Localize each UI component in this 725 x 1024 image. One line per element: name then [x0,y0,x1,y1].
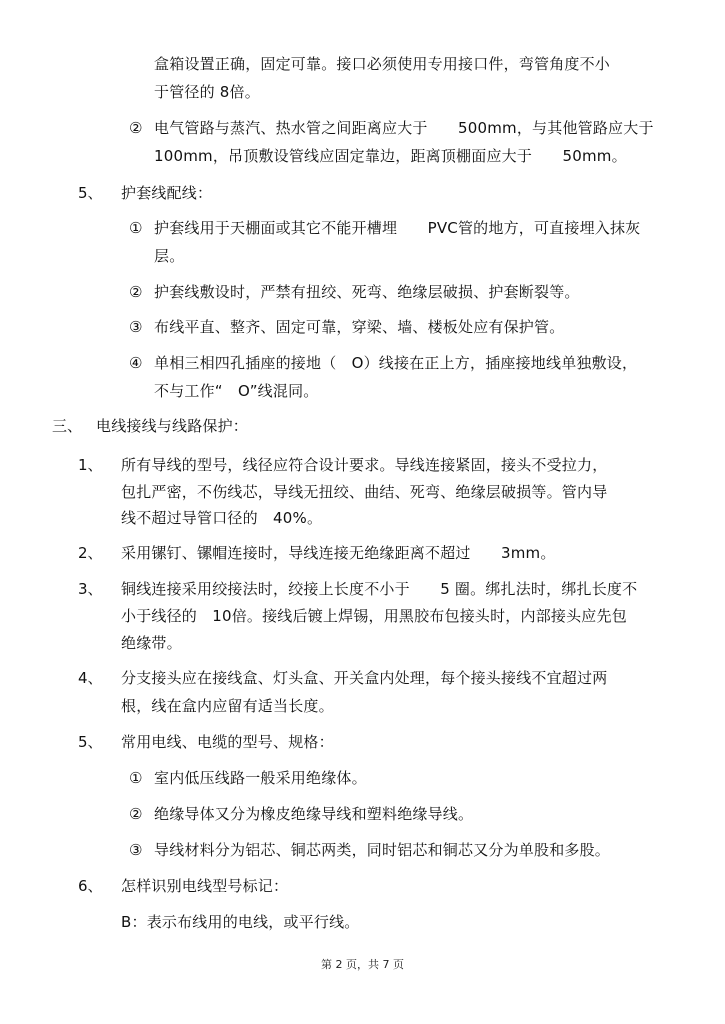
text-line: 怎样识别电线型号标记： [121,877,289,895]
text-line: 采用镙钉、镙帽连接时，导线连接无绝缘距离不超过 3mm。 [121,544,556,562]
text-line: 小于线径的 10倍。接线后镀上焊锡，用黑胶布包接头时，内部接头应先包 [121,607,627,625]
section-heading: 护套线配线： [121,184,213,202]
text-line: 导线材料分为铝芯、铜芯两类，同时铝芯和铜芯又分为单股和多股。 [154,841,611,859]
text-line: 常用电线、电缆的型号、规格： [121,733,334,751]
list-marker: 6、 [78,877,103,895]
page-footer: 第 2 页，共 7 页 [321,958,404,971]
text-line: 分支接头应在接线盒、灯头盒、开关盒内处理，每个接头接线不宜超过两 [121,669,608,687]
list-marker: ④ [129,354,143,372]
text-line: 不与工作“ O”线混同。 [154,382,319,400]
list-marker: 3、 [78,580,103,598]
text-line: B：表示布线用的电线，或平行线。 [121,913,360,931]
text-line: 铜线连接采用绞接法时，绞接上长度不小于 5 圈。绑扎法时，绑扎长度不 [121,580,638,598]
text-line: 室内低压线路一般采用绝缘体。 [154,769,367,787]
text-line: 护套线用于天棚面或其它不能开槽埋 PVC管的地方，可直接埋入抹灰 [154,219,641,237]
list-marker: 2、 [78,544,103,562]
text-line: 根，线在盒内应留有适当长度。 [121,697,334,715]
list-marker: ② [129,805,143,823]
list-marker: ③ [129,318,143,336]
text-line: 所有导线的型号，线径应符合设计要求。导线连接紧固，接头不受拉力， [121,456,608,474]
text-line: 线不超过导管口径的 40%。 [121,509,323,527]
list-marker: ③ [129,841,143,859]
text-line: 单相三相四孔插座的接地（ O）线接在正上方，插座接地线单独敷设， [154,354,638,372]
text-line: 绝缘导体又分为橡皮绝缘导线和塑料绝缘导线。 [154,805,474,823]
list-marker: 5、 [78,184,103,202]
section-heading: 电线接线与线路保护： [96,417,249,435]
text-line: 包扎严密，不伤线芯，导线无扭绞、曲结、死弯、绝缘层破损等。管内导 [121,483,608,501]
text-line: 护套线敷设时，严禁有扭绞、死弯、绝缘层破损、护套断裂等。 [154,283,580,301]
text-line: 于管径的 8倍。 [154,83,260,101]
text-line: 绝缘带。 [121,634,182,652]
list-marker: 4、 [78,669,103,687]
list-marker: ① [129,769,143,787]
list-marker: ② [129,119,143,137]
section-number: 三、 [52,417,83,435]
text-line: 盒箱设置正确，固定可靠。接口必须使用专用接口件，弯管角度不小 [154,55,611,73]
list-marker: 1、 [78,456,103,474]
text-line: 电气管路与蒸汽、热水管之间距离应大于 500mm，与其他管路应大于 [154,119,654,137]
list-marker: 5、 [78,733,103,751]
text-line: 层。 [154,247,185,265]
list-marker: ① [129,219,143,237]
text-line: 100mm，吊顶敷设管线应固定靠边，距离顶棚面应大于 50mm。 [154,147,627,165]
list-marker: ② [129,283,143,301]
text-line: 布线平直、整齐、固定可靠，穿梁、墙、楼板处应有保护管。 [154,318,565,336]
